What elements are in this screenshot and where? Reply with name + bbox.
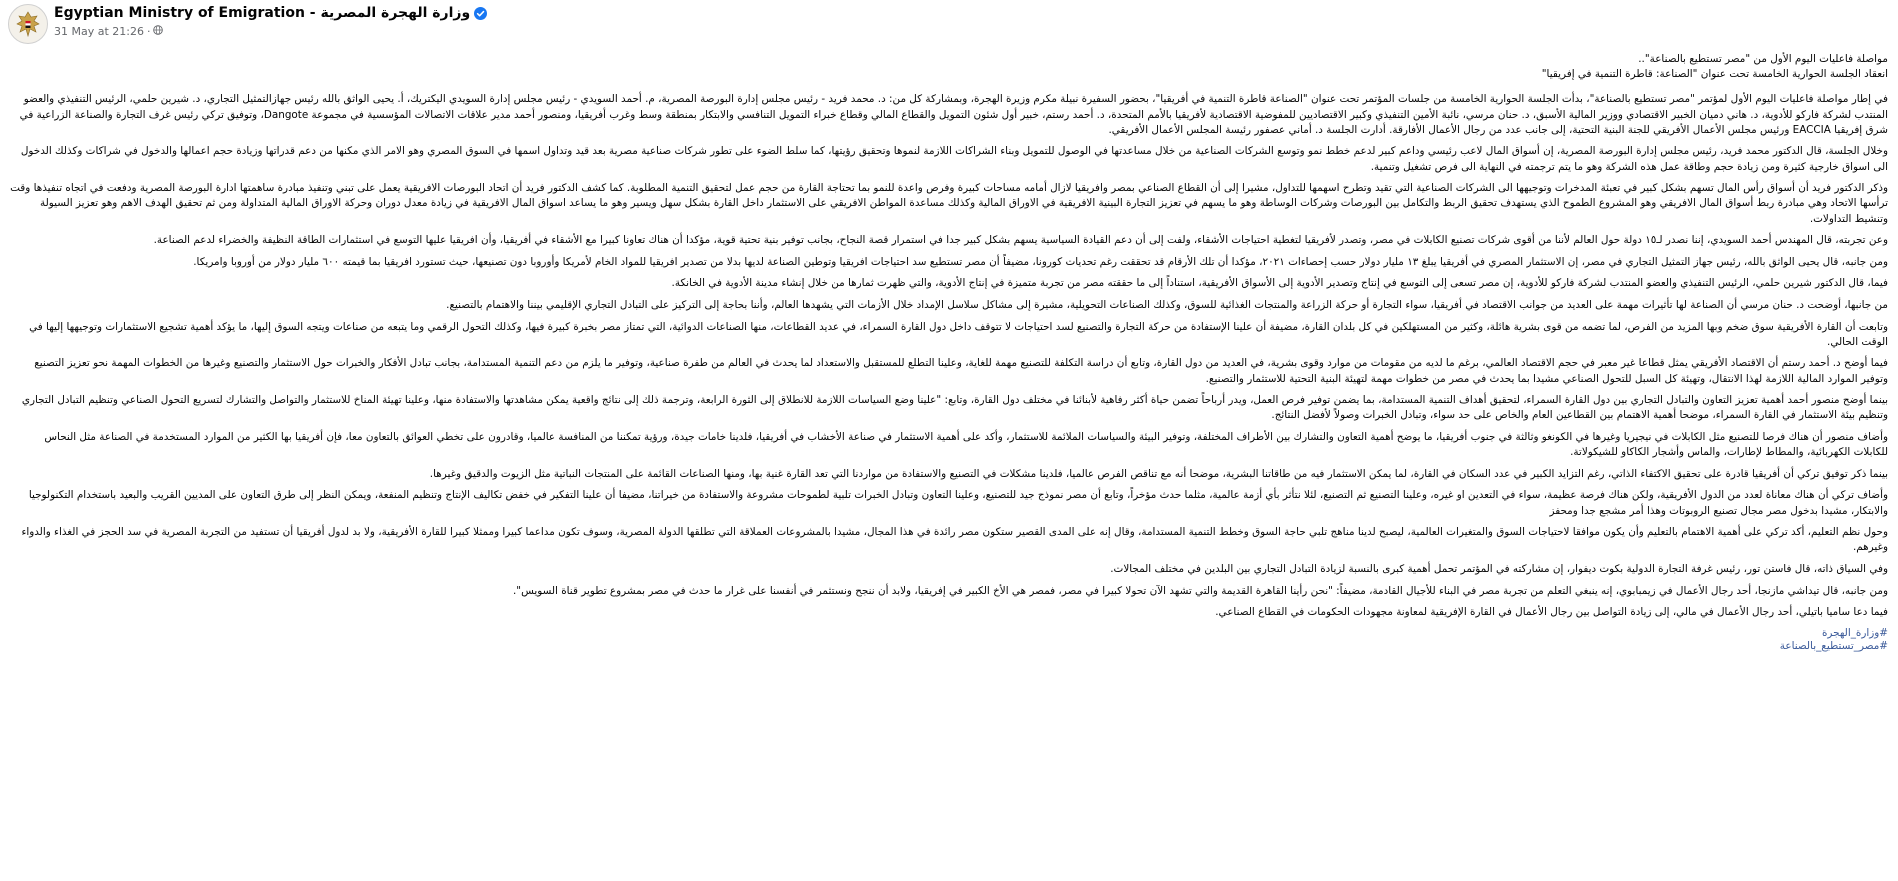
paragraph: فيما، قال الدكتور شيرين حلمي، الرئيس التنفيذي والعضو المنتدب لشركة فاركو للأدوية، إن مصر تسعى إلى التوسع في إنتاج وتصدير الأدوية إلى الأسواق الأفريقية، استناداً إلى ما حققته مصر من تجربة متميزة في إنتاج الأدوية، والتي ظهرت ثمارها من خلال إنشاء مدينة الأدوية في الخانكة. <box>671 277 1888 290</box>
paragraph: وعن تجربته، قال المهندس أحمد السويدي، إننا نصدر لـ١٥ دولة حول العالم لأننا من أقوى شركات تصنيع الكابلات في مصر، وتصدر لأفريقيا لتغطية احتياجات الأشقاء، ولفت إلى أن دعم القيادة السياسية يسهم بشكل كبير جدا في استمرار قصة النجاح، بجانب توفير بنية تحتية قوية، مؤكدا أن هناك تعاونا كبيرا مع الأشقاء في أفريقيا، وأن افريقيا عليها التوسع في استثمارات الطاقة النظيفة والخضراء لدعم الصناعة. <box>153 234 1888 247</box>
paragraph: فيما دعا ساميا باتيلي، أحد رجال الأعمال في مالي، إلى زيادة التواصل بين رجال الأعمال في القارة الإفريقية لمعاونة مجهودات الحكومات في القطاع الصناعي. <box>1215 606 1888 619</box>
paragraph: وذكر الدكتور فريد أن أسواق رأس المال تسهم بشكل كبير في تعبئة المدخرات وتوجيهها الى الشركات الصناعية التي تقيد وتطرح اسهمها للتداول، مشيرا إلى أن القطاع الصناعي بمصر وافريقيا لازال أمامه مساحات كبيرة وفرص واعدة للنمو بما تحتاجة القارة من حجم عمل لتحقيق التنمية المطلوبة. كما كشف الدكتور فريد أن اتحاد البورصات الافريقية يعمل على تبني وتنفيذ مبادرة ساهمتها ادارة البورصة المصرية ودفعت في اتجاه تنفيذها وقت ترأسها الاتحاد وهي مبادرة ربط أسواق المال الافريقي وهو المشروع الطموح الذي يستهدف تحقيق الربط والتكامل بين البورصات وشركات الوساطة وهو ما يسهم في تعزيز التجارة البينية الافريقية في الاوراق المالية وكذلك مساعدة المواطن الافريقي على الاستثمار داخل القارة بشكل سهل ويسير وهو ما يساعد اسواق المال الافريقية في زيادة معدل دوران وحركة الاوراق المالية المتداولة ومن ثم تحقيق الهدف الاهم وهو تعزيز السيولة وتنشيط التداولات. <box>10 182 1888 225</box>
post-body <box>10 52 1888 653</box>
globe-icon[interactable] <box>153 25 163 38</box>
paragraph: ومن جانبه، قال تيداشي مازنجا، أحد رجال الأعمال في زيمبابوي، إنه ينبغي التعلم من تجربة مصر في البناء للأجيال القادمة، مضيفاً: "نحن رأينا القاهرة القديمة والتي تشهد الآن تحولا كبيرا في مصر، فمصر هي الأخ الكبير في إفريقيا، ولابد أن ننجح ونستثمر في أنفسنا على غرار ما حدث في مصر بمشروع تطوير قناة السويس". <box>512 584 1888 597</box>
hashtag-link[interactable]: #مصر_تستطيع_بالصناعة <box>1779 639 1888 652</box>
paragraph: وأضاف منصور أن هناك فرصا للتصنيع مثل الكابلات في نيجيريا وغيرها في الكونغو وثالثة في جنوب أفريقيا، ما يوضح أهمية التعاون والتشارك بين الأطراف المختلفة، وتوفير البيئة والسياسات الملائمة للاستثمار، وأكد على أهمية الاستثمار في صناعة الأخشاب في أفريقيا، فلدينا خامات جيدة، ورؤية تمكننا من المنافسة عالميا، وقادرون على تخطي العوائق بالتعاون معا، فإن أفريقيا بها الكثير من الموارد المستخدمة في الصناعة مثل النحاس للكابلات الكهربائية، والمطاط لإطارات، والماس وأشجار الكاكاو للشيكولاتة. <box>44 430 1888 459</box>
paragraph: في إطار مواصلة فاعليات اليوم الأول لمؤتمر "مصر تستطيع بالصناعة"، بدأت الجلسة الحوارية الخامسة من جلسات المؤتمر تحت عنوان "الصناعة قاطرة التنمية في أفريقيا"، بحضور السفيرة نبيلة مكرم وزيرة الهجرة، وبمشاركة كل من: د. محمد فريد - رئيس مجلس إدارة البورصة المصرية، م. أحمد السويدي - رئيس مجلس إدارة السويدي اليكتريك، أ. يحيى الواثق بالله رئيس جهازالتمثيل التجاري، د. شيرين حلمي، الرئيس التنفيذي والعضو المنتدب لشركة فاركو للأدوية، د. هاني دميان الخبير الاقتصادي ووزير المالية الأسبق، د. حنان مرسي، نائبة الأمين التنفيذي وكبير الاقتصاديين للمفوضية الاقتصادية لأفريقيا بالأمم المتحدة، د. أحمد رستم، خبير أول شئون التمويل والقطاع المالي وقطاع خبراء التمويل التنافسي والابتكار بمنطقة وسط وغرب أفريقيا، ومنصور أحمد مدير علاقات الاتصالات المؤسسية في مجموعة Dangote، وتوفيق تركي رئيس غرف التجارة والصناعة الزراعية في شرق إفريقيا EACCIA ورئيس مجلس الأعمال الأفريقي للجنة البنية التحتية، إلى جانب عدد من رجال الأعمال الأفارقة. أدارت الجلسة د. أماني عصفور رئيسة المجلس الأعمال الأفريقي. <box>19 93 1888 136</box>
post-header <box>0 0 1898 48</box>
paragraph: وتابعت أن القارة الأفريقية سوق ضخم وبها المزيد من الفرص، لما تضمه من قوى بشرية هائلة، وكثير من المستهلكين في كل بلدان القارة، مضيفة أن علينا الإستفادة من حركة التجارة والتصنيع لسد احتياجات لا تتوقف داخل دول القارة السمراء، في عديد القطاعات، منها الصناعات الدوائية، التي تمتاز مصر بخبرة كبيرة فيها، وكذلك التحول الرقمي وما يتبعه من صناعات ويتجه السوق إليها، ما يؤكد أهمية تشجيع الاستثمارات وتوجيهها إليها في الوقت الحالي. <box>29 320 1888 348</box>
page-avatar[interactable] <box>8 4 48 44</box>
headline-line-1: مواصلة فاعليات اليوم الأول من "مصر تستطيع بالصناعة".. <box>1638 53 1888 65</box>
meta-separator: · <box>146 25 151 38</box>
paragraph: وحول نظم التعليم، أكد تركي على أهمية الاهتمام بالتعليم وأن يكون موافقا لاحتياجات السوق والمتغيرات العالمية، ليصبح لدينا مناهج تلبي حاجة السوق وخطط التنمية المستدامة، وقال إنه على المدى القصير ستكون مصر رائدة في هذا المجال، مشيدا بالمشروعات العملاقة التي تطلقها الدولة المصرية، وسوف تكون مداعما كبيرا وممثلا كبيرا للقارة الأفريقية، ولا بد لدول أفريقيا أن تستفيد من التجربة المصرية في سد الحجز في الغذاء والدواء وغيرهم. <box>21 526 1888 554</box>
paragraph: فيما أوضح د. أحمد رستم أن الاقتصاد الأفريقي يمثل قطاعا غير معبر في حجم الاقتصاد العالمي، برغم ما لديه من مقومات من موارد وقوى بشرية، في العديد من دول القارة، وتابع أن دراسة التكلفة للتصنيع مهمة للغاية، وعلينا التطلع للمستقبل والاستعداد لما يحدث في العالم من طفرة صناعية، وتوفير ما يلزم من دعم التنمية المستدامة، بجانب تبادل الأفكار والخبرات حول الاستثمار والتصنيع وغيرها من الخطوات المهمة نحو تعزيز التصنيع وتوفير الموارد المالية اللازمة لهذا الانتقال، وتهيئة كل السبل للتحول الصناعي مشيدا بما يحدث في مصر من خطوات مهمة لتهيئة البنية التحتية للاستثمار والتصنيع. <box>34 357 1888 385</box>
paragraph: وأضاف تركي أن هناك معاناة لعدد من الدول الأفريقية، ولكن هناك فرصة عظيمة، سواء في التعدين او غيره، وعلينا التصنيع ثم التصنيع، لئلا نتأثر بأي أزمة عالمية، مثلما حدث مؤخراً، وتابع أن مصر نموذج جيد للتصنيع، وعلينا التعاون وتبادل الخبرات تلبية لطموحات مشروعة والاستفادة من خيراتنا، مضيفا أن علينا التفكير في خفض تكاليف الإنتاج وتنظيم المنفعة، ويمكن النظر إلى طرق التعاون على المديين القريب والبعيد باستخدام التكنولوجيا والابتكار، مشيدا بدخول مصر مجال تصنيع الروبوتات وهذا أمر مشجع جدا ومحفز <box>28 489 1888 517</box>
page-name-text[interactable]: Egyptian Ministry of Emigration - وزارة الهجرة المصرية <box>54 5 471 21</box>
paragraph: وفي السياق ذاته، قال فاستن تور، رئيس غرفة التجارة الدولية بكوت ديفوار، إن مشاركته في المؤتمر تحمل أهمية كبرى بالنسبة لزيادة التبادل التجاري بين البلدين في مختلف المجالات. <box>1110 562 1888 575</box>
hashtag-link[interactable]: #وزارة_الهجرة <box>1821 626 1888 639</box>
paragraph: بينما ذكر توفيق تركي أن أفريقيا قادرة على تحقيق الاكتفاء الذاتي، رغم التزايد الكبير في عدد السكان في القارة، لما يمكن الاستثمار فيه من طاقاتنا البشرية، موضحا أنه مع تناقص الفرص عالميا، فلدينا مشكلات في التصنيع والاستفادة من مواردنا التي تعد القارة غنية بها، ومنها الصناعات القائمة على المنتجات النباتية مثل الزيوت والدقيق وغيرها. <box>429 467 1888 480</box>
hashtag-list <box>10 627 1888 653</box>
egypt-eagle-emblem-icon <box>13 9 43 39</box>
paragraph: ومن جانبه، قال يحيى الواثق بالله، رئيس جهاز التمثيل التجاري في مصر، إن الاستثمار المصري في أفريقيا يبلغ ١٣ مليار دولار حسب إحصاءات ٢٠٢١، مؤكدا أن تلك الأرقام قد تحققت رغم تحديات كورونا، مضيفاً أن مصر تستطيع سد احتياجات افريقيا وتوطين الصناعة لديها بدلا من تصدير افريقيا للمواد الخام لأمريكا وأوروبا دون تصنيعها، حيث تستورد افريقيا بما قيمته ٦٠٠ مليار دولار من أوروبا وامريكا. <box>193 255 1888 268</box>
post-timestamp[interactable]: 31 May at 21:26 <box>54 25 144 38</box>
paragraph: وخلال الجلسة، قال الدكتور محمد فريد، رئيس مجلس إدارة البورصة المصرية، إن أسواق المال لاعب رئيسي وداعم كبير لدعم خطط نمو وتوسع الشركات الصناعية من خلال مساعدتها في الوصول للتمويل وبناء الشراكات اللازمة لنموها وتحقيق رؤيتها، كما سلط الضوء على تطور شركات صناعية مصرية بعد قيد وتداول اسمها في السوق المصري وهو الامر الذي مكنها من دعم قدراتها وزيادة حجم اعمالها والدخول في شراكات وكذلك الدخول الى اسواق خارجية كثيرة ومن زيادة حجم وطاقة عمل هذه الشركة وهو ما يتم ترجمته في النهاية الى فرص تشغيل وتنمية. <box>20 145 1888 173</box>
paragraph: بينما أوضح منصور أحمد أهمية تعزيز التعاون والتبادل التجاري بين دول القارة السمراء، لتحقيق أهداف التنمية المستدامة، بما يضمن توفير فرص العمل، ويدر أرباحاً تضمن حياة أكثر رفاهية لأبنائنا في مختلف دول القارة، وتابع: "علينا وضع السياسات اللازمة للانطلاق إلى الثورة الرابعة، وترجمة ذلك إلى نتائج واقعية يمكن مشاهدتها والاستفادة منها، وعلينا تهيئة المناخ للاستثمار والتواصل والتشارك لتسريع التحول الصناعي وتنظيم التبادل التجاري وتنظيم بيئة الاستثمار في القارة السمراء، موضحا أهمية الاهتمام بين القطاعين العام والخاص على حد سواء، وتبادل الخبرات وصولاً لأفضل النتائج. <box>21 394 1888 422</box>
headline-line-2: انعقاد الجلسة الحوارية الخامسة تحت عنوان "الصناعة: قاطرة التنمية في إفريقيا" <box>1541 68 1888 81</box>
paragraph: من جانبها، أوضحت د. حنان مرسي أن الصناعة لها تأثيرات مهمة على العديد من جوانب الاقتصاد في أفريقيا، سواء التجارة أو حركة الزراعة والمنتجات الغذائية للسوق، وكذلك الصناعات التحويلية، مشيرة إلى مشاكل سلاسل الإمداد خلال الأزمات التي يشهدها العالم، وأننا بحاجة إلى التركيز على التبادل التجاري الإقليمي بيننا والاهتمام بالتصنيع. <box>446 298 1888 311</box>
verified-badge-icon <box>474 7 487 20</box>
page-name-link[interactable] <box>54 5 487 21</box>
post-meta <box>54 25 163 38</box>
